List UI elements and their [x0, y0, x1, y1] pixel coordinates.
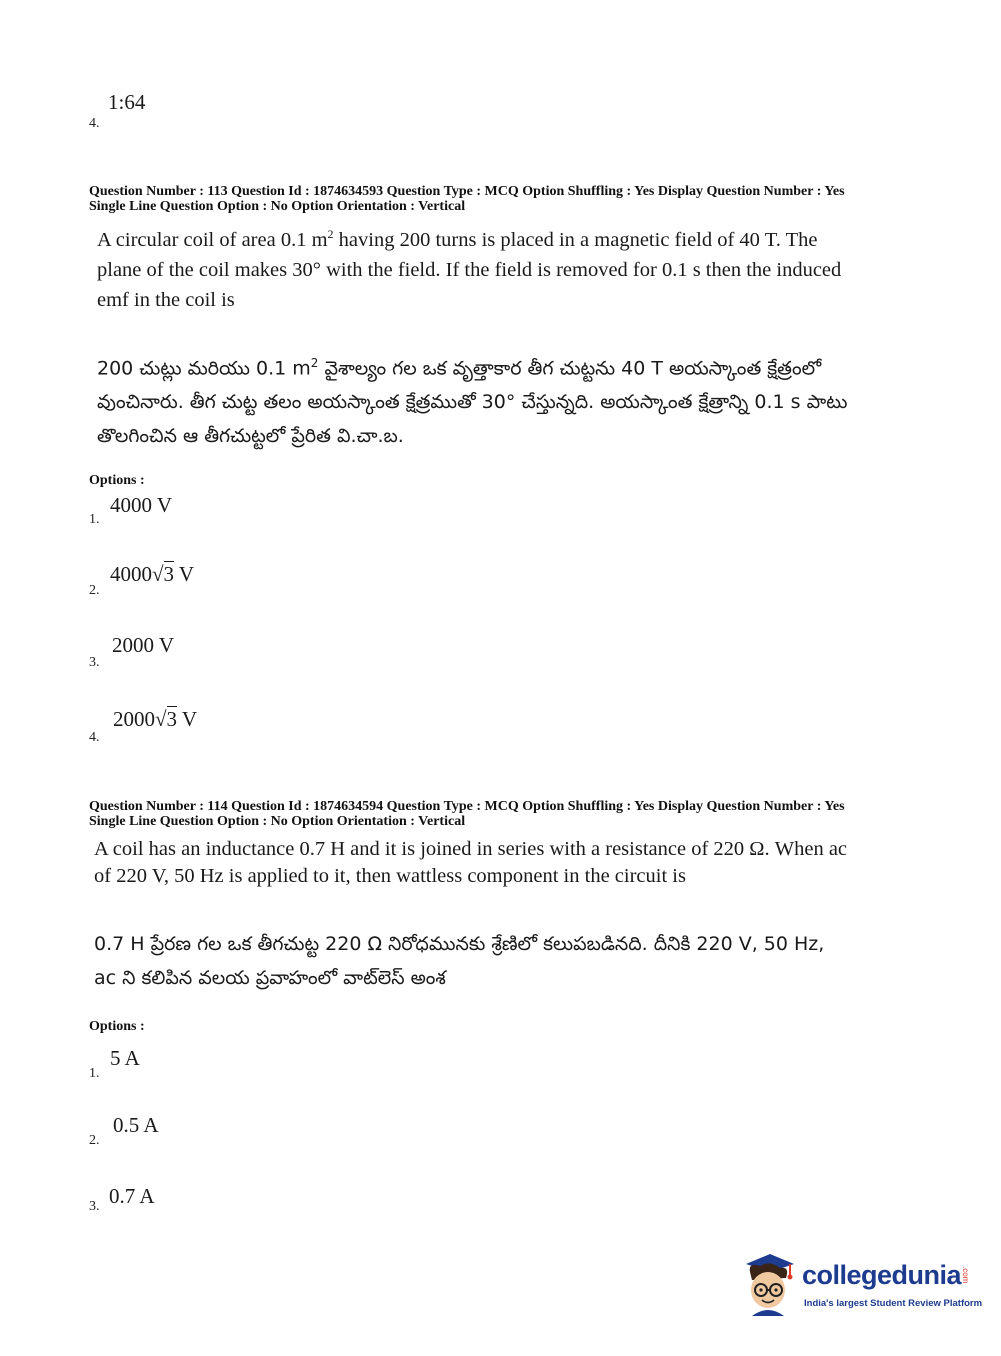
- brand-name: collegedunia: [802, 1260, 962, 1290]
- q113-en-line-3: emf in the coil is: [97, 288, 235, 311]
- mascot-icon: [740, 1250, 800, 1316]
- brand-tagline: India's largest Student Review Platform: [804, 1298, 983, 1309]
- q113-option-2-number: 2.: [89, 583, 100, 598]
- q114-option-2-text: 0.5 A: [113, 1113, 159, 1137]
- q114-en-line-2: of 220 V, 50 Hz is applied to it, then wattless component in the circuit is: [94, 865, 686, 887]
- q113-english-text: [97, 219, 887, 315]
- q114-option-1-text: 5 A: [110, 1046, 140, 1070]
- q113-options-label: Options :: [89, 473, 145, 488]
- q113-te-line-2: వుంచినారు. తీగ చుట్ట తలం అయస్కాంత క్షేత్రముతో 30° చేస్తున్నది. అయస్కాంత క్షేత్రాన్ని 0.1 s పాటు: [97, 391, 848, 414]
- sqrt-symbol: √: [155, 707, 167, 731]
- q114-te-line-1: 0.7 H ప్రేరణ గల ఒక తీగచుట్ట 220 Ω నిరోధమునకు శ్రేణిలో కలుపబడినది. దీనికి 220 V, 50 Hz,: [94, 933, 825, 955]
- q114-english-text: [94, 836, 884, 890]
- q114-meta-line-1: Question Number : 114 Question Id : 1874634594 Question Type : MCQ Option Shuffling : Yes Display Question Number : Yes: [89, 799, 845, 814]
- q113-te-line-3: తొలగించిన ఆ తీగచుట్టలో ప్రేరిత వి.చా.బ.: [97, 425, 404, 448]
- q113-option-1-number: 1.: [89, 512, 100, 527]
- prev-option-4-text: 1:64: [108, 90, 146, 114]
- collegedunia-logo[interactable]: [740, 1250, 983, 1320]
- q113-meta-line-1: Question Number : 113 Question Id : 1874634593 Question Type : MCQ Option Shuffling : Yes Display Question Number : Yes: [89, 184, 845, 199]
- q114-meta-line-2: Single Line Question Option : No Option Orientation : Vertical: [89, 814, 466, 829]
- q114-options-label: Options :: [89, 1019, 145, 1034]
- q114-en-line-1: A coil has an inductance 0.7 H and it is joined in series with a resistance of 220 Ω. When ac: [94, 838, 848, 860]
- q113-telugu-text: [97, 346, 887, 453]
- q113-en-line-1: A circular coil of area 0.1 $m^2$ having 200 turns is placed in a magnetic field of 40 T. The: [97, 227, 818, 251]
- q114-option-3-text: 0.7 A: [109, 1184, 155, 1208]
- q113-option-2-text: 4000√3 V: [110, 562, 195, 586]
- q113-option-1-text: 4000 V: [110, 493, 173, 517]
- q114-telugu-text: [94, 927, 884, 995]
- q113-te-line-1: 200 చుట్లు మరియు 0.1 $m^2$ వైశాల్యం గల ఒక వృత్తాకార తీగ చుట్టను 40 T అయస్కాంత క్షేత్రంలో: [97, 356, 822, 380]
- q113-option-3-text: 2000 V: [112, 633, 175, 657]
- q113-meta-line-2: Single Line Question Option : No Option Orientation : Vertical: [89, 199, 466, 214]
- q113-en-line-2: plane of the coil makes 30° with the field. If the field is removed for 0.1 s then the induced: [97, 258, 842, 281]
- q114-option-2-number: 2.: [89, 1133, 100, 1148]
- q114-option-3-number: 3.: [89, 1199, 100, 1214]
- prev-option-4-number: 4.: [89, 116, 100, 131]
- q113-option-4-number: 4.: [89, 730, 100, 745]
- brand-domain: .com: [961, 1266, 970, 1284]
- q114-te-line-2: ac ని కలిపిన వలయ ప్రవాహంలో వాట్‌లెస్ అంశ: [94, 967, 446, 989]
- sqrt-symbol: √: [152, 562, 164, 586]
- q113-option-3-number: 3.: [89, 655, 100, 670]
- q114-option-1-number: 1.: [89, 1066, 100, 1081]
- q113-option-4-text: 2000√3 V: [113, 707, 198, 731]
